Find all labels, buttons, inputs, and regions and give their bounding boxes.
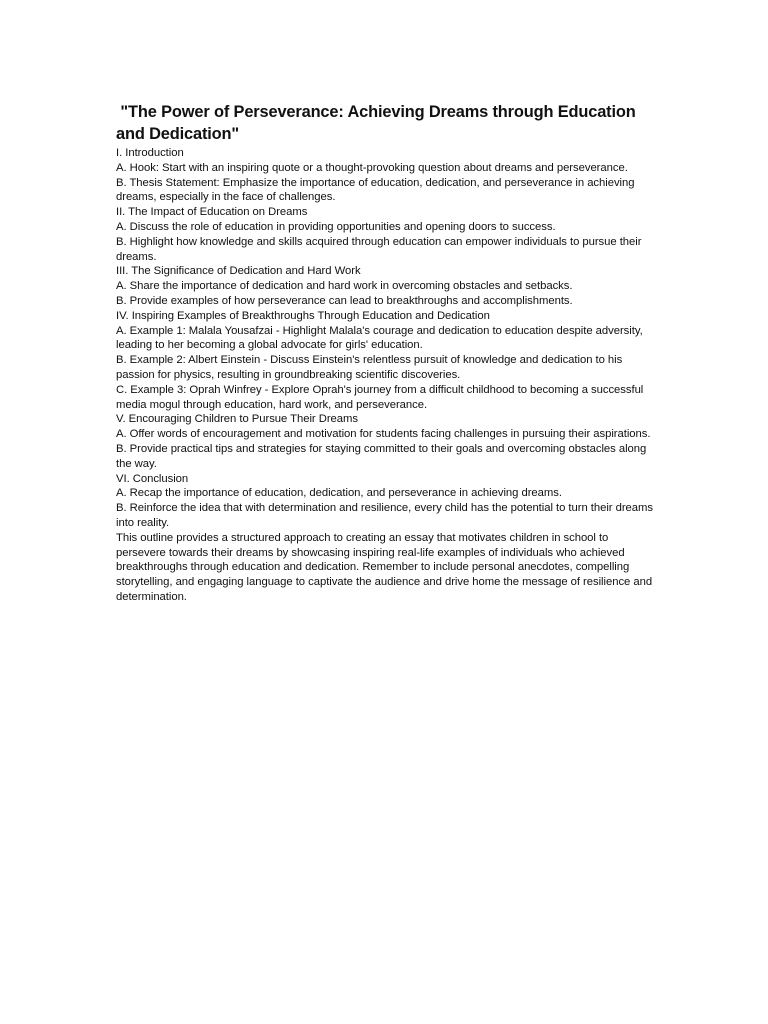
outline-line: A. Recap the importance of education, dedication, and perseverance in achieving dreams.	[116, 487, 562, 500]
outline-line: A. Example 1: Malala Yousafzai - Highlight Malala's courage and dedication to education despite adversity, leading to her becoming a global advocate for girls' education.	[116, 324, 643, 352]
outline-line: III. The Significance of Dedication and Hard Work	[116, 265, 361, 278]
outline-line: A. Hook: Start with an inspiring quote or a thought-provoking question about dreams and perseverance.	[116, 161, 628, 174]
outline-line: IV. Inspiring Examples of Breakthroughs Through Education and Dedication	[116, 309, 490, 322]
outline-line: II. The Impact of Education on Dreams	[116, 206, 308, 219]
outline-line: B. Provide examples of how perseverance can lead to breakthroughs and accomplishments.	[116, 294, 573, 307]
document-content	[116, 101, 656, 605]
outline-line: B. Reinforce the idea that with determination and resilience, every child has the potential to turn their dreams into reality.	[116, 502, 653, 529]
outline-line: B. Thesis Statement: Emphasize the importance of education, dedication, and perseverance in achieving dreams, especially in the face of challenges.	[116, 176, 635, 204]
outline-line: V. Encouraging Children to Pursue Their Dreams	[116, 413, 358, 426]
outline-line: B. Highlight how knowledge and skills acquired through education can empower individuals to pursue their dreams.	[116, 235, 642, 263]
outline-line: I. Introduction	[116, 147, 184, 159]
outline-line: A. Share the importance of dedication and hard work in overcoming obstacles and setbacks.	[116, 280, 573, 293]
document-body	[116, 146, 656, 605]
outline-line: A. Discuss the role of education in providing opportunities and opening doors to success.	[116, 220, 556, 233]
outline-line: A. Offer words of encouragement and motivation for students facing challenges in pursuing their aspirations.	[116, 428, 651, 441]
outline-line: C. Example 3: Oprah Winfrey - Explore Oprah's journey from a difficult childhood to becoming a successful media mogul through education, hard work, and perseverance.	[116, 383, 644, 411]
closing-paragraph: This outline provides a structured approach to creating an essay that motivates children in school to persevere towards their dreams by showcasing inspiring real-life examples of individuals who achieved breakthroughs through education and dedication. Remember to include personal anecdotes, compelling storytelling, and engaging language to captivate the audience and drive home the message of resilience and determination.	[116, 531, 653, 603]
outline-line: VI. Conclusion	[116, 472, 189, 485]
outline-line: B. Provide practical tips and strategies for staying committed to their goals and overcoming obstacles along the way.	[116, 442, 647, 470]
document-title: "The Power of Perseverance: Achieving Dreams through Education and Dedication"	[116, 103, 636, 143]
outline-line: B. Example 2: Albert Einstein - Discuss Einstein's relentless pursuit of knowledge and dedication to his passion for physics, resulting in groundbreaking scientific discoveries.	[116, 354, 623, 381]
